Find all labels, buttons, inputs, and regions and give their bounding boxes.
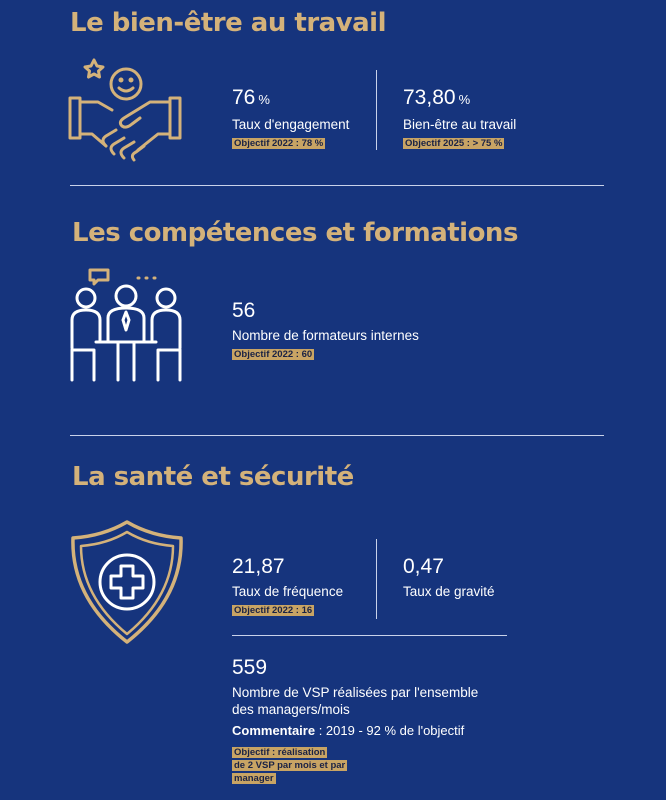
stat-value: 76: [232, 86, 256, 109]
stat-wellbeing: [403, 86, 516, 151]
target-line: Objectif : réalisation: [234, 747, 326, 758]
comment-label: Commentaire: [232, 723, 316, 738]
stat-label: Taux de gravité: [403, 584, 495, 599]
section-title-wellbeing: Le bien-être au travail: [70, 8, 387, 38]
stat-label: Taux d'engagement: [232, 117, 350, 132]
stat-divider: [232, 635, 507, 636]
stat-label-line: des managers/mois: [232, 702, 350, 717]
stat-value: 0,47: [403, 555, 444, 578]
handshake-smiley-icon: [66, 58, 186, 168]
stat-value: 73,80: [403, 86, 456, 109]
target-badge: Objectif 2022 : 16: [234, 605, 313, 616]
target-badge: Objectif 2022 : 78 %: [234, 138, 324, 149]
shield-cross-icon: [67, 518, 187, 648]
stat-unit: %: [458, 92, 471, 107]
stat-label: Nombre de formateurs internes: [232, 328, 419, 343]
target-badge: Objectif 2022 : 60: [234, 349, 313, 360]
section-title-skills: Les compétences et formations: [72, 218, 518, 248]
target-badge: [232, 745, 478, 784]
stat-value: 56: [232, 299, 256, 322]
comment: [232, 723, 478, 738]
section-title-health: La santé et sécurité: [72, 462, 354, 492]
section-divider: [70, 185, 604, 186]
stat-label-line: Nombre de VSP réalisées par l'ensemble: [232, 685, 479, 700]
team-meeting-icon: [66, 268, 186, 388]
stat-engagement: [232, 86, 349, 151]
divider-vertical: [376, 539, 377, 619]
stat-value: 559: [232, 656, 268, 679]
target-badge: Objectif 2025 : > 75 %: [405, 138, 503, 149]
stat-severity: [403, 555, 495, 600]
stat-frequency: [232, 555, 343, 618]
stat-trainers: [232, 299, 419, 362]
stat-label: [232, 684, 478, 718]
target-line: de 2 VSP par mois et par: [234, 760, 346, 771]
comment-text: : 2019 - 92 % de l'objectif: [315, 723, 465, 738]
target-line: manager: [234, 773, 274, 784]
stat-label: Bien-être au travail: [403, 117, 517, 132]
stat-unit: %: [258, 92, 270, 107]
stat-vsp: [232, 656, 478, 784]
stat-label: Taux de fréquence: [232, 584, 344, 599]
stat-value: 21,87: [232, 555, 285, 578]
section-divider: [70, 435, 604, 436]
divider-vertical: [376, 70, 377, 150]
